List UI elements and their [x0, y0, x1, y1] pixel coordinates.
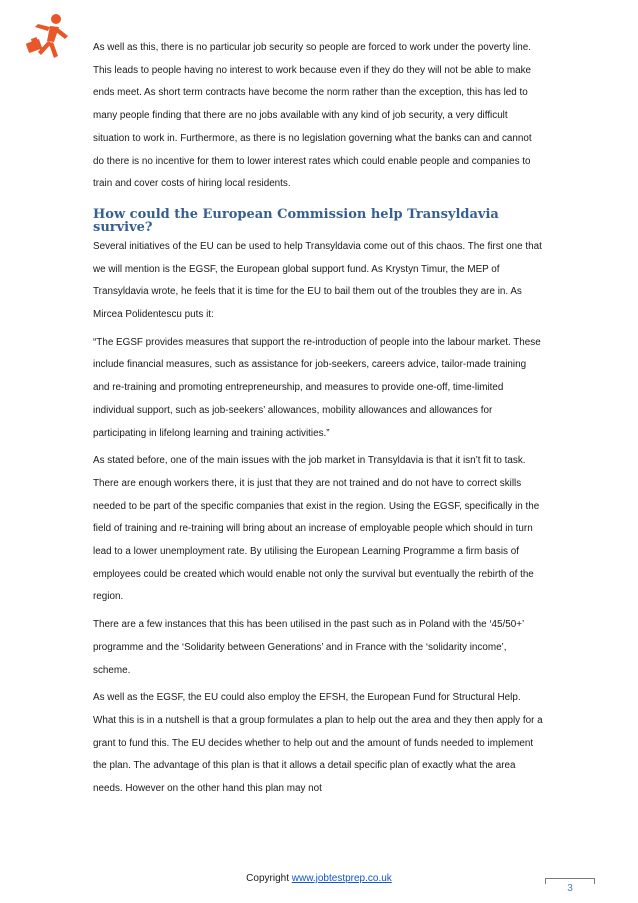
logo [14, 12, 72, 64]
paragraph: As stated before, one of the main issues with the job market in Transyldavia is that it isn’t fit to task. There are enough workers there, it is just that they are not trained and do not have to correct skills needed to be part of the specific companies that exist in the region. Using the EGSF, specifically in the field of training and re-training will bring about an increase of employable people which should in turn lead to a lower unemployment rate. By utilising the European Learning Programme a firm basis of employees could be created which would enable not only the survival but eventually the rebirth of the region. [93, 455, 540, 603]
running-person-briefcase-icon [14, 12, 72, 64]
footer-link[interactable]: www.jobtestprep.co.uk [291, 873, 392, 884]
paragraph: Several initiatives of the EU can be used to help Transyldavia come out of this chaos. The first one that we will mention is the EGSF, the European global support fund. As Krystyn Timur, the MEP of Transyldavia wrote, he feels that it is time for the EU to bail them out of the troubles they are in. As Mircea Polidentescu puts it: [93, 240, 542, 321]
page-number: 3 [567, 883, 573, 894]
quote-paragraph: “The EGSF provides measures that support the re-introduction of people into the labour market. These include financial measures, such as assistance for job-seekers, careers advice, tailor-made training and re-training and promoting entrepreneurship, and measures to provide one-off, time-limited individual support, such as job-seekers’ allowances, mobility allowances and allowances for participating in lifelong learning and training activities.” [93, 336, 541, 439]
document-body [93, 37, 545, 806]
footer-copyright [0, 873, 638, 884]
paragraph: As well as the EGSF, the EU could also employ the EFSH, the European Fund for Structural Help. What this is in a nutshell is that a group formulates a plan to help out the area and they then apply for a grant to fund this. The EU decides whether to help out and the amount of funds needed to implement the plan. The advantage of this plan is that it allows a detail specific plan of exactly what the area needs. However on the other hand this plan may not [93, 692, 543, 795]
paragraph: As well as this, there is no particular job security so people are forced to work under the poverty line. This leads to people having no interest to work because even if they do they will not be able to make ends meet. As short term contracts have become the norm rather than the exception, this has led to many people finding that there are no jobs available with any kind of job security, a very difficult situation to work in. Furthermore, as there is no legislation governing what the banks can and cannot do there is no incentive for them to lower interest rates which could enable people and companies to train and cover costs of hiring local residents. [93, 42, 532, 190]
page-number-box [545, 878, 595, 898]
copyright-label: Copyright [246, 873, 292, 884]
paragraph: There are a few instances that this has been utilised in the past such as in Poland with the ‘45/50+’ programme and the ‘Solidarity between Generations’ and in France with the ‘solidarity income’, scheme. [93, 619, 524, 676]
section-heading: How could the European Commission help Transyldavia survive? [93, 206, 499, 236]
